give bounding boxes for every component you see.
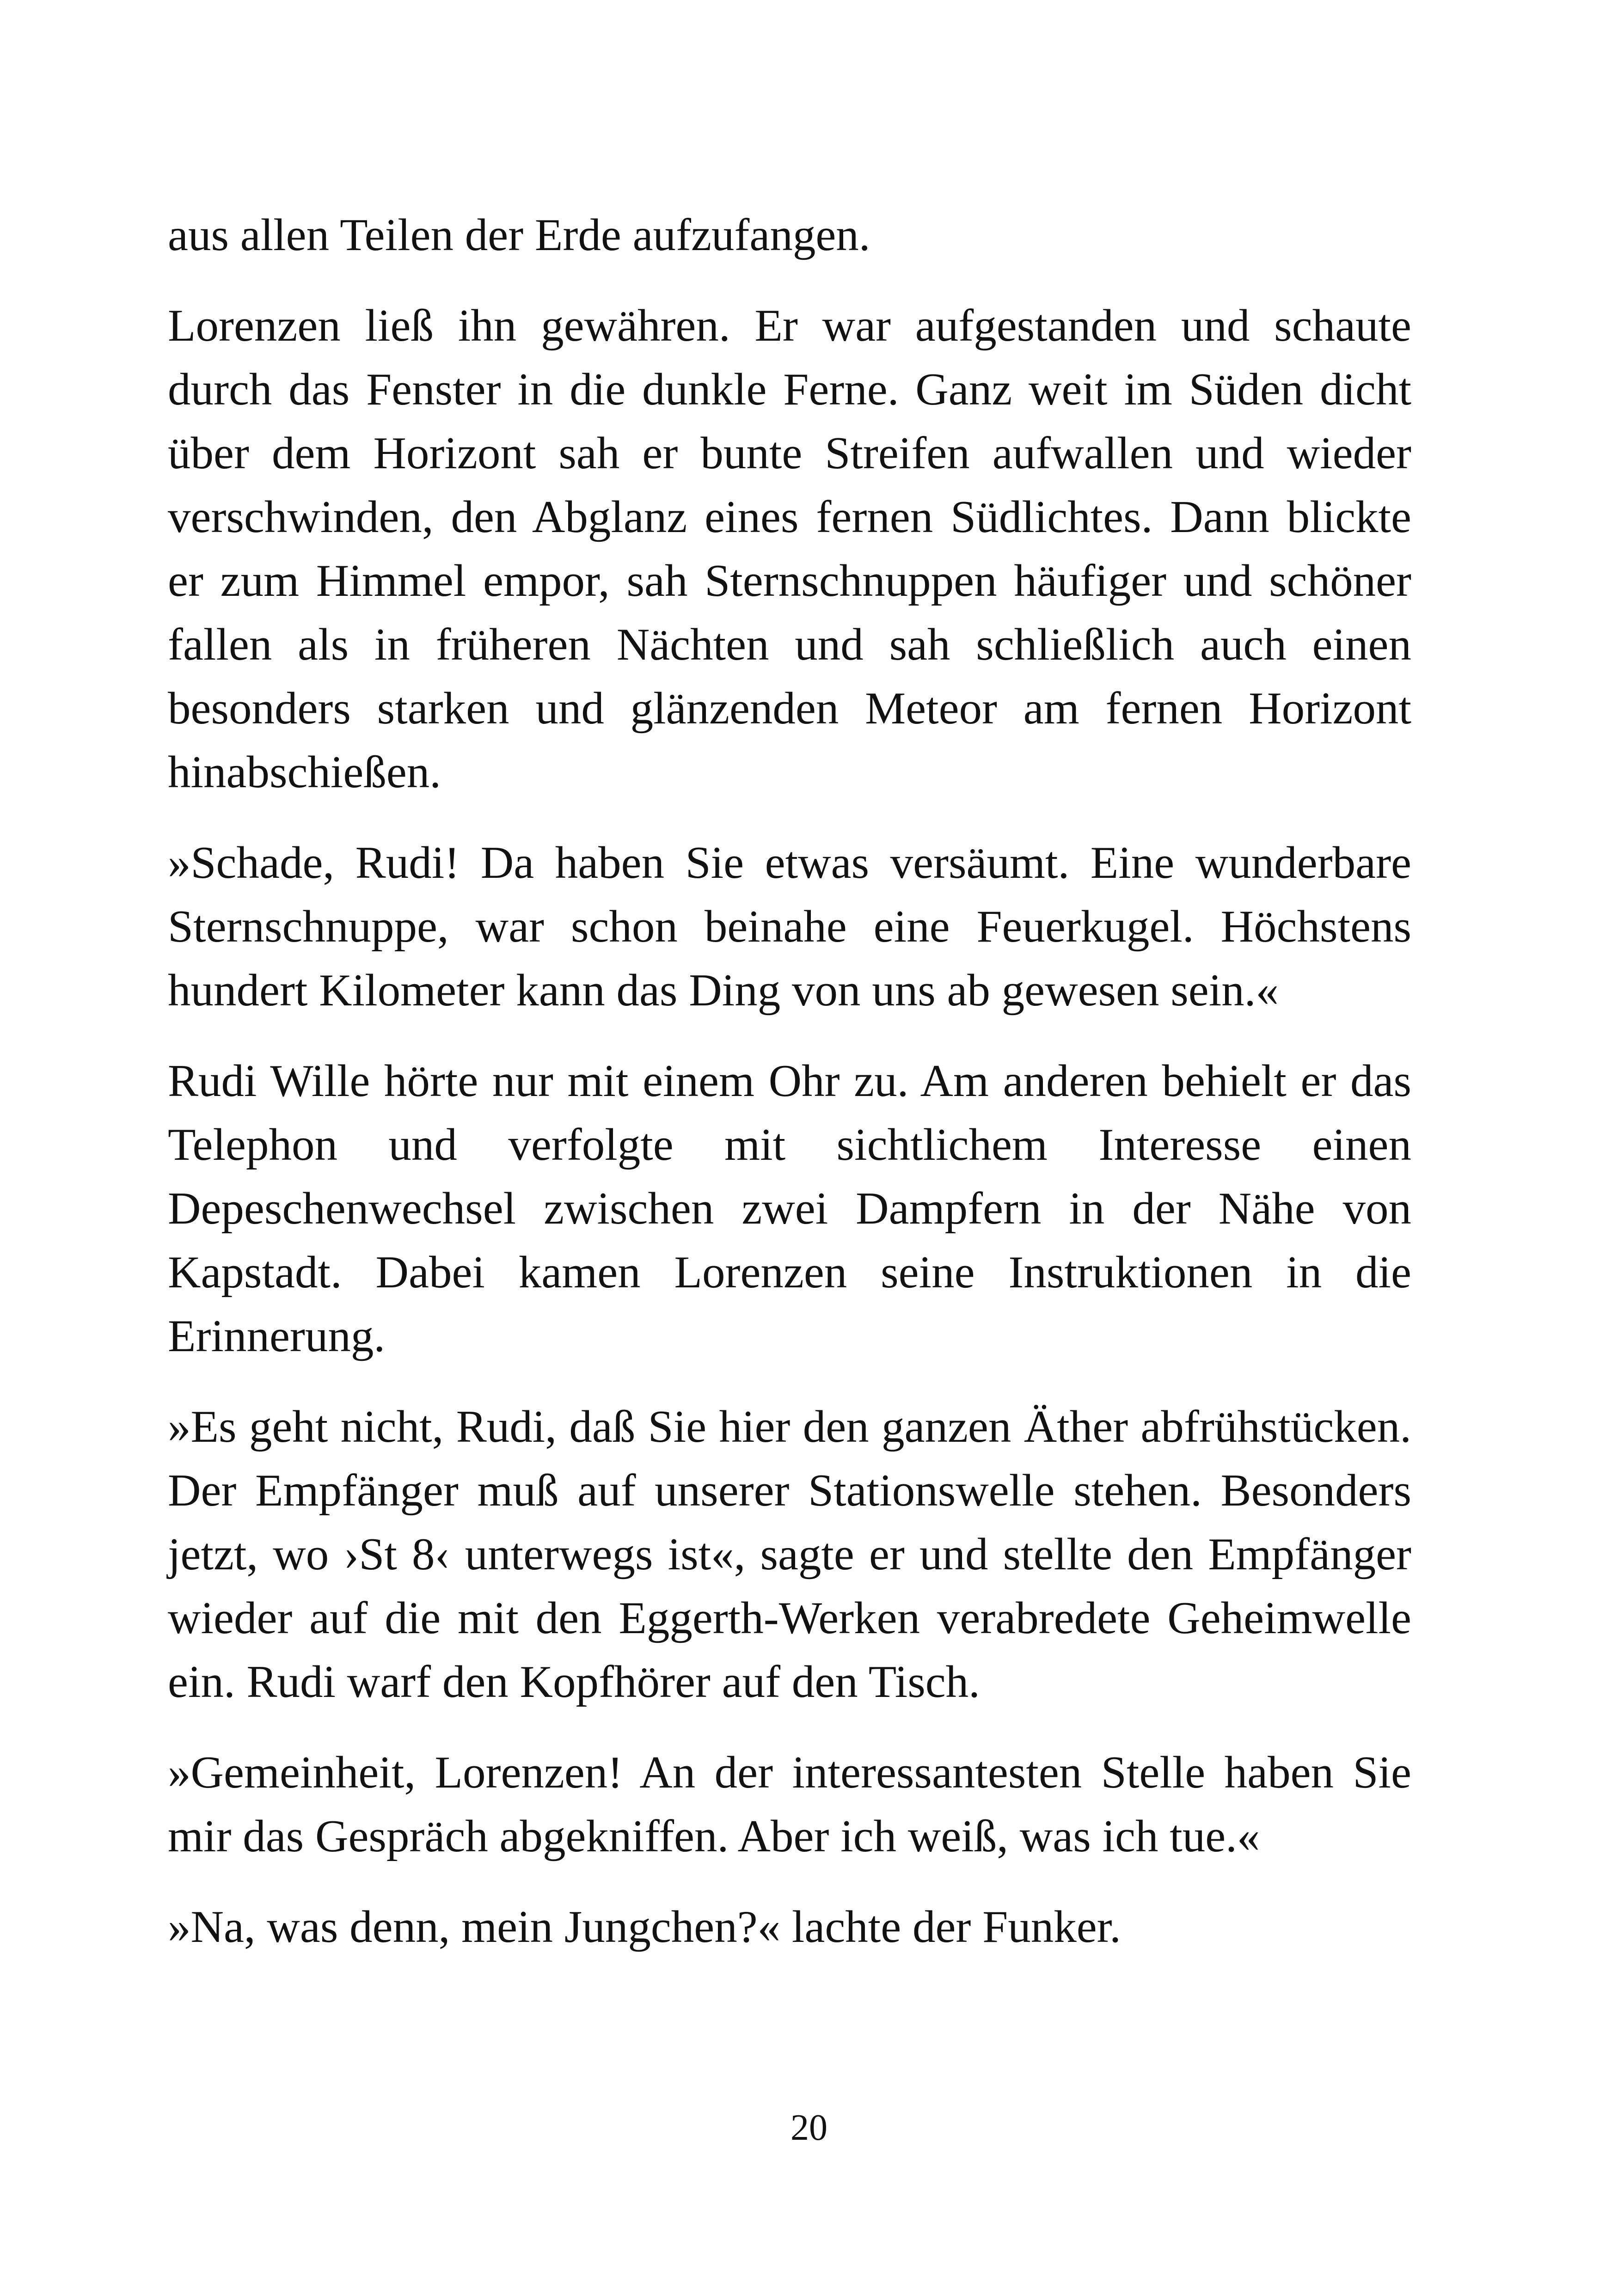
page-number: 20: [791, 2107, 827, 2148]
paragraph: »Gemeinheit, Lorenzen! An der interessantesten Stelle haben Sie mir das Gespräch abgekniffen. Aber ich weiß, was ich tue.«: [168, 1747, 1411, 1861]
paragraph: aus allen Teilen der Erde aufzufangen.: [168, 210, 870, 260]
paragraph: »Es geht nicht, Rudi, daß Sie hier den ganzen Äther abfrühstücken. Der Empfänger muß auf unserer Stationswelle stehen. Besonders jetzt, wo ›St 8‹ unterwegs ist«, sagte er und stellte den Empfänger wieder auf die mit den Eggerth-Werken verabredete Geheimwelle ein. Rudi warf den Kopfhörer auf den Tisch.: [168, 1402, 1411, 1707]
paragraph: Lorenzen ließ ihn gewähren. Er war aufgestanden und schaute durch das Fenster in die dunkle Ferne. Ganz weit im Süden dicht über dem Horizont sah er bunte Streifen aufwallen und wieder verschwinden, den Abglanz eines fernen Südlichtes. Dann blickte er zum Himmel empor, sah Sternschnuppen häufiger und schöner fallen als in früheren Nächten und sah schließlich auch einen besonders starken und glänzenden Meteor am fernen Horizont hinabschießen.: [168, 300, 1411, 797]
paragraph: »Schade, Rudi! Da haben Sie etwas versäumt. Eine wunderbare Sternschnuppe, war schon beinahe eine Feuerkugel. Höchstens hundert Kilometer kann das Ding von uns ab gewesen sein.«: [168, 838, 1411, 1016]
paragraph: »Na, was denn, mein Jungchen?« lachte der Funker.: [168, 1902, 1121, 1952]
body-text: [168, 203, 1411, 1986]
paragraph: Rudi Wille hörte nur mit einem Ohr zu. Am anderen behielt er das Telephon und verfolgte mit sichtlichem Interesse einen Depeschenwechsel zwischen zwei Dampfern in der Nähe von Kapstadt. Dabei kamen Lorenzen seine Instruktionen in die Erinnerung.: [168, 1056, 1411, 1361]
